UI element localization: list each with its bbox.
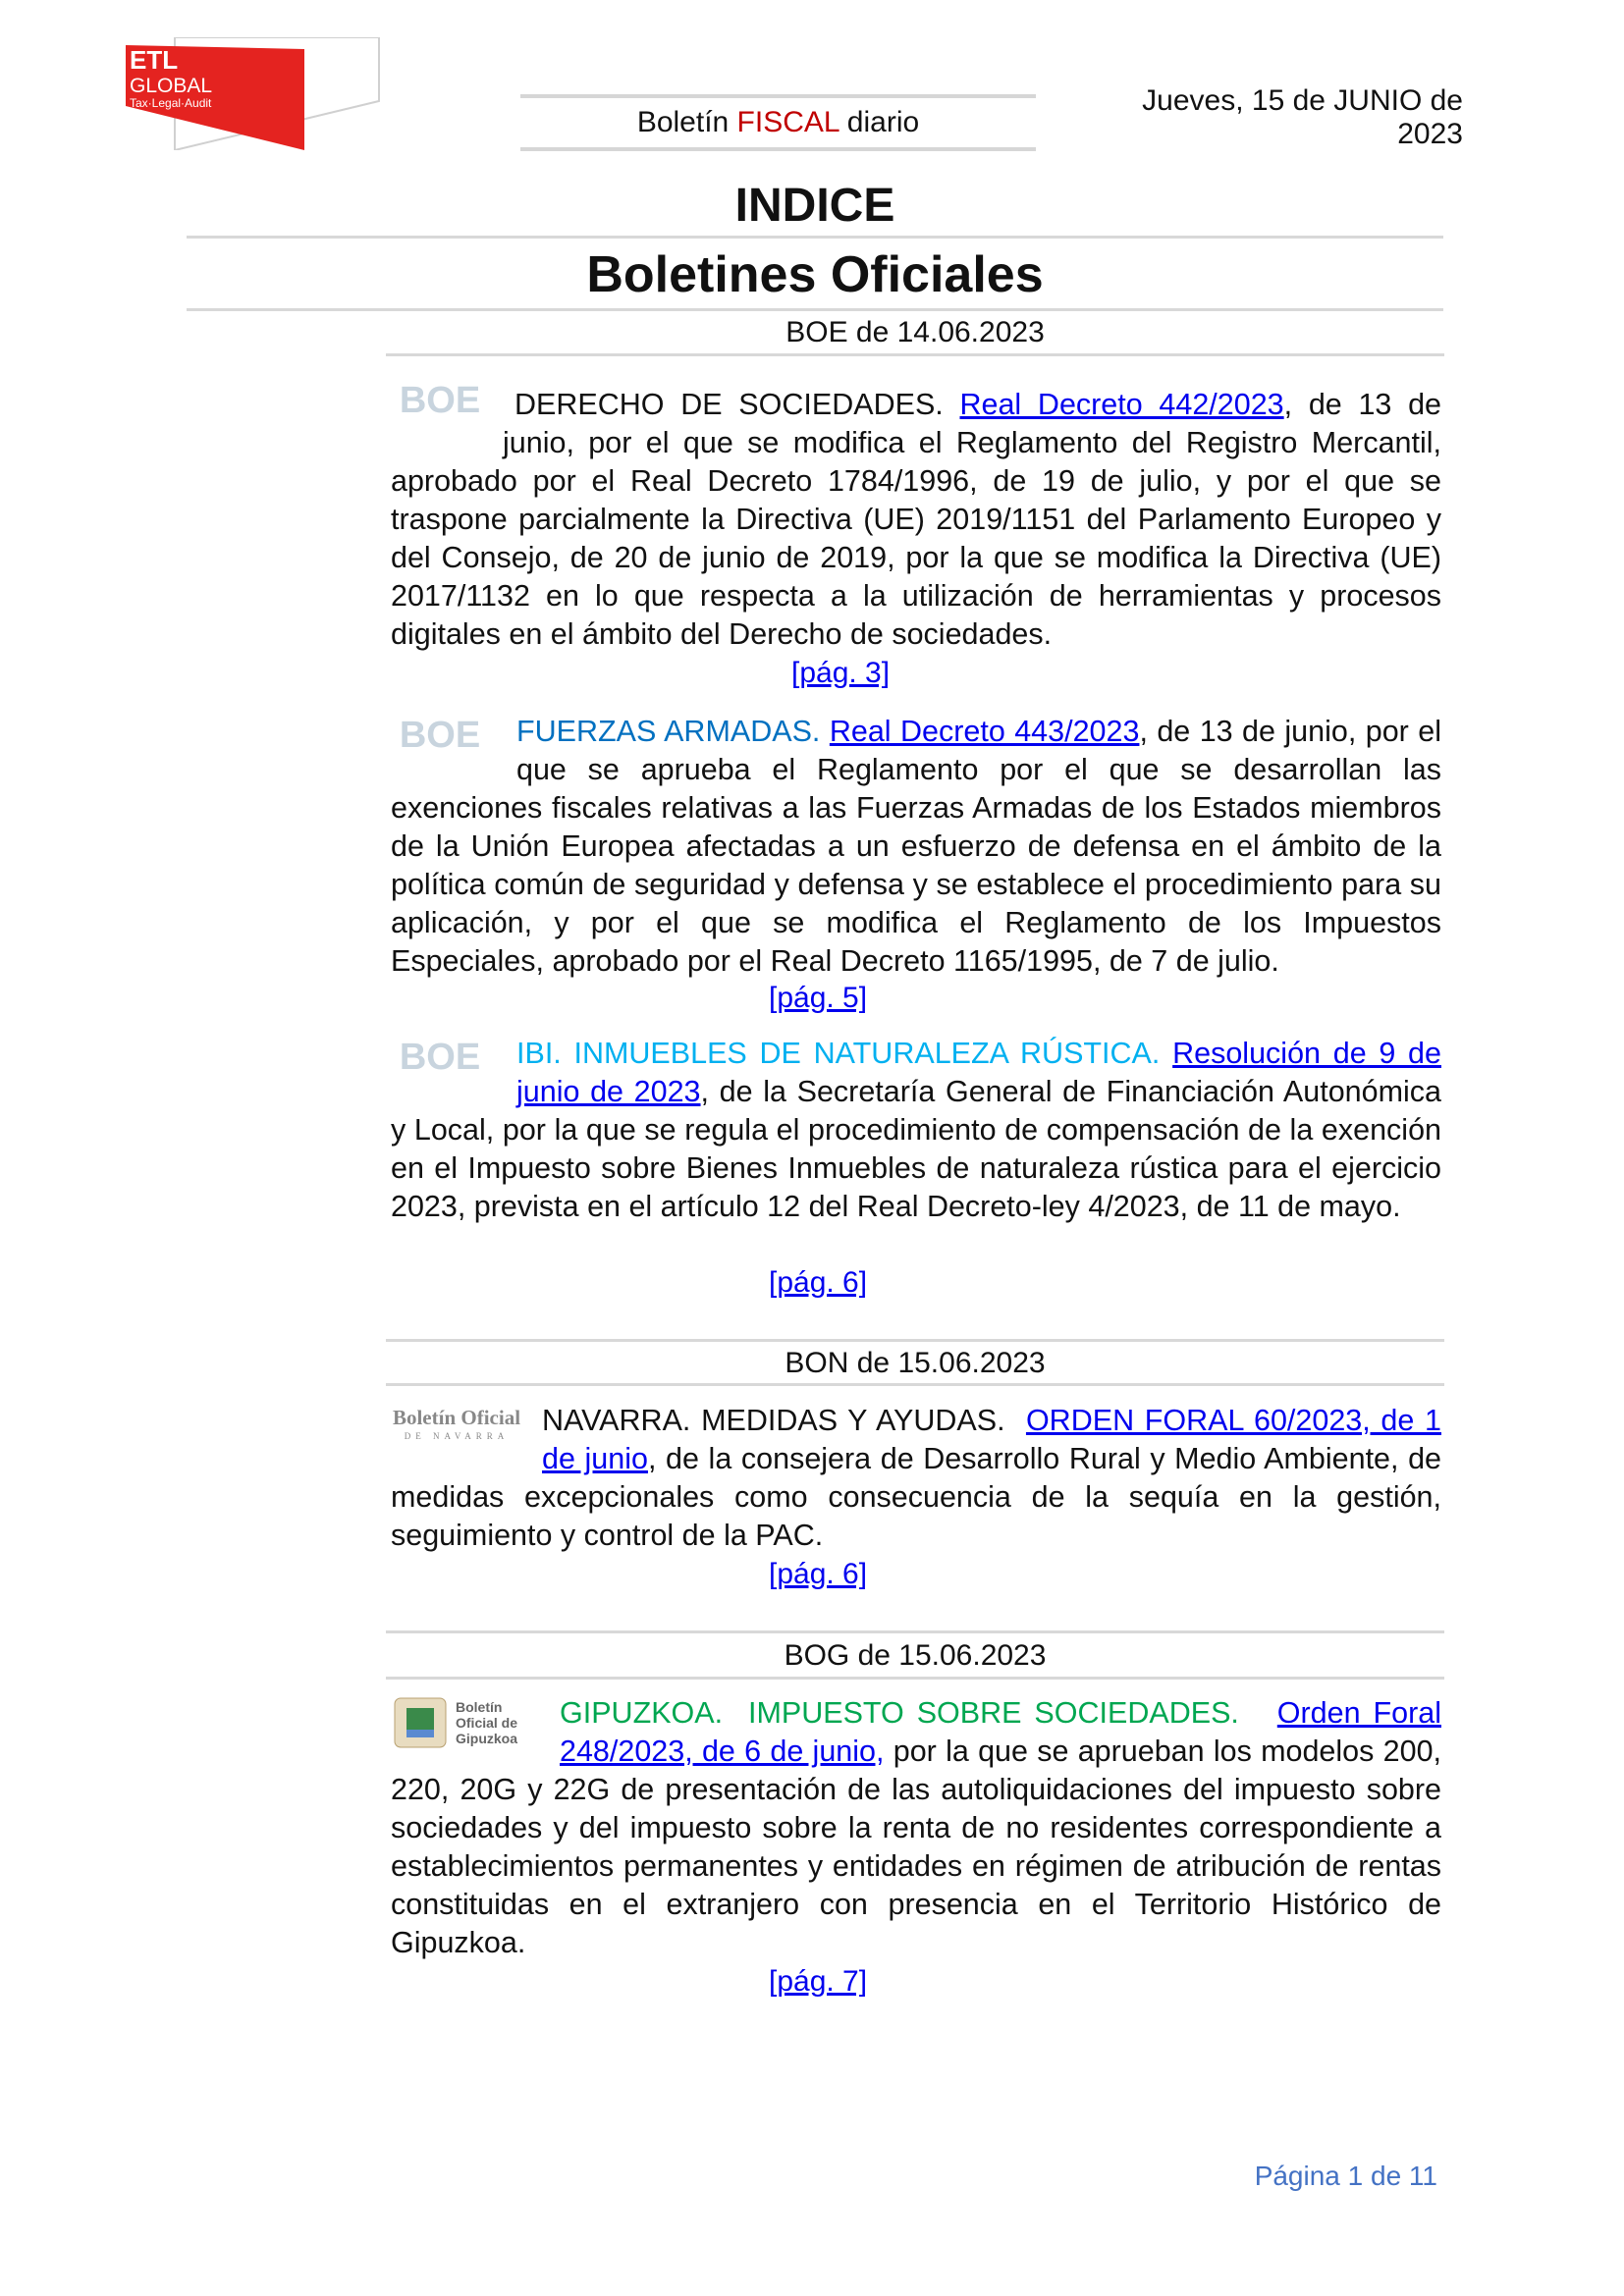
divider: [386, 1339, 1444, 1342]
page-link[interactable]: [pág. 6]: [769, 1558, 868, 1590]
page-number: Página 1 de 11: [1254, 2161, 1437, 2191]
page-link[interactable]: [pág. 5]: [769, 982, 868, 1014]
entry-category: NAVARRA. MEDIDAS Y AYUDAS.: [542, 1404, 1005, 1437]
bulletin-suffix: diario: [839, 106, 920, 138]
bon-logo-icon: Boletín Oficial DE NAVARRA: [392, 1406, 521, 1441]
bulletin-highlight: FISCAL: [736, 106, 839, 138]
svg-text:Gipuzkoa: Gipuzkoa: [456, 1731, 518, 1746]
page-link[interactable]: [pág. 6]: [769, 1266, 868, 1299]
svg-text:BOE: BOE: [399, 380, 481, 419]
divider: [386, 1630, 1444, 1633]
divider: [386, 1677, 1444, 1680]
entry-gipuzkoa: [391, 1694, 1441, 1962]
divider: [386, 1383, 1444, 1386]
entry-category: DERECHO DE SOCIEDADES.: [514, 388, 944, 421]
bog-logo-icon: [391, 1690, 548, 1767]
main-title: Boletines Oficiales: [586, 246, 1044, 303]
entry-category: GIPUZKOA. IMPUESTO SOBRE SOCIEDADES.: [560, 1696, 1239, 1730]
boe-logo-icon: [391, 713, 489, 789]
page-link[interactable]: [pág. 3]: [791, 657, 891, 689]
boe-logo-icon: [391, 1035, 489, 1111]
boe-logo-icon: [391, 378, 489, 429]
divider: [386, 353, 1444, 356]
divider: [187, 308, 1443, 311]
svg-text:BOE: BOE: [399, 1037, 481, 1076]
entry-link[interactable]: Orden Foral 248/2023, de 6 de junio,: [560, 1696, 1441, 1768]
divider: [187, 236, 1443, 239]
entry-link[interactable]: Real Decreto 442/2023: [959, 388, 1284, 421]
page-link[interactable]: [pág. 7]: [769, 1965, 868, 1998]
logo-tagline: Tax·Legal·Audit: [130, 96, 212, 110]
header-date: Jueves, 15 de JUNIO de 2023: [1142, 84, 1463, 150]
etl-global-logo: [126, 37, 383, 150]
entry-link[interactable]: Real Decreto 443/2023: [829, 715, 1140, 748]
entry-fuerzas-armadas: [391, 713, 1441, 981]
section-heading-bon: BON de 15.06.2023: [785, 1347, 1046, 1379]
entry-link[interactable]: ORDEN FORAL 60/2023, de 1 de junio: [542, 1404, 1441, 1475]
entry-text: , de 13 de junio, por el que se aprueba el Reglamento por el que se desarrollan las exenciones fiscales relativas a las Fuerzas Armadas de los Estados miembros de la Unión Europea afectadas a un esfuerzo de defensa en el ámbito de la política común de seguridad y defensa y se establece el procedimiento para su aplicación, y por el que se modifica el Reglamento de los Impuestos Especiales, aprobado por el Real Decreto 1165/1995, de 7 de julio.: [391, 715, 1441, 978]
entry-link[interactable]: Resolución de 9 de junio de 2023: [516, 1037, 1441, 1108]
entry-ibi: [391, 1035, 1441, 1226]
svg-text:Boletín: Boletín: [456, 1699, 503, 1715]
section-heading-bog: BOG de 15.06.2023: [784, 1639, 1047, 1672]
bulletin-prefix: Boletín: [636, 106, 737, 138]
section-heading-boe: BOE de 14.06.2023: [785, 316, 1045, 348]
logo-name: GLOBAL: [130, 75, 213, 97]
logo-brand: ETL: [130, 45, 179, 75]
index-title: INDICE: [734, 180, 895, 232]
bulletin-title: [520, 94, 1036, 151]
entry-text: , de la consejera de Desarrollo Rural y Medio Ambiente, de medidas excepcionales como consecuencia de la sequía en la gestión, seguimiento y control de la PAC.: [391, 1442, 1442, 1552]
entry-category: FUERZAS ARMADAS.: [516, 715, 821, 748]
svg-text:Oficial de: Oficial de: [456, 1715, 518, 1731]
entry-navarra: [391, 1402, 1441, 1555]
entry-category: IBI. INMUEBLES DE NATURALEZA RÚSTICA.: [516, 1037, 1161, 1070]
entry-text: , de 13 de junio, por el que se modifica el Reglamento del Registro Mercantil, aprobado por el Real Decreto 1784/1996, de 19 de julio, y por el que se traspone parcialmente la Directiva (UE) 2019/1151 del Parlamento Europeo y del Consejo, de 20 de junio de 2019, por la que se modifica la Directiva (UE) 2017/1132 en lo que respecta a la utilización de herramientas y procesos digitales en el ámbito del Derecho de sociedades.: [391, 388, 1442, 651]
entry-text: , de la Secretaría General de Financiación Autonómica y Local, por la que se regula el procedimiento de compensación de la exención en el Impuesto sobre Bienes Inmuebles de naturaleza rústica para el ejercicio 2023, prevista en el artículo 12 del Real Decreto-ley 4/2023, de 11 de mayo.: [391, 1075, 1441, 1223]
entry-derecho-sociedades: [391, 380, 1442, 654]
entry-text: por la que se aprueban los modelos 200, 220, 20G y 22G de presentación de las autoliquidaciones del impuesto sobre sociedades y del impuesto sobre la renta de no residentes correspondiente a establecimientos permanentes y entidades en régimen de atribución de rentas constituidas en el extranjero con presencia en el Territorio Histórico de Gipuzkoa.: [391, 1735, 1442, 1959]
svg-text:BOE: BOE: [399, 715, 481, 754]
